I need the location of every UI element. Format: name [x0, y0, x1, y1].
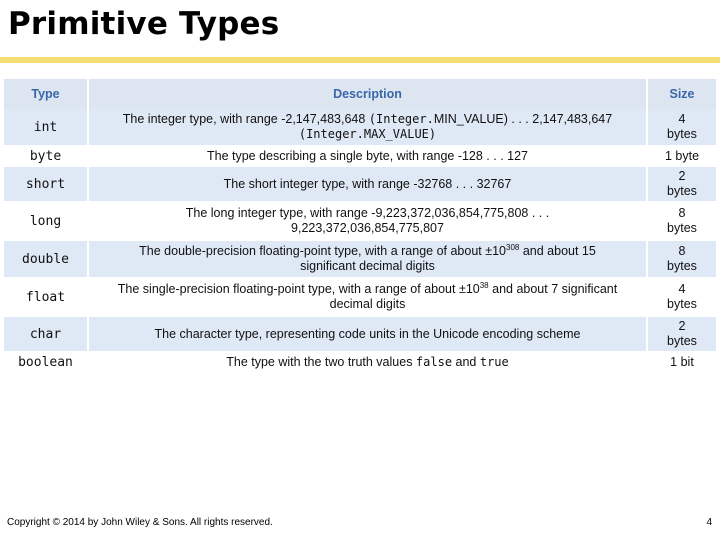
size-cell: 1 byte — [648, 147, 716, 167]
size-cell: 1 bit — [648, 353, 716, 373]
description-cell: The double-precision floating-point type, with a range of about $\pm 10^{308}$ and about 15 significant decimal digits — [89, 241, 646, 279]
size-cell: 8 bytes — [648, 203, 716, 241]
type-cell: int — [4, 109, 87, 147]
type-cell: short — [4, 167, 87, 203]
description-cell: The character type, representing code units in the Unicode encoding scheme — [89, 317, 646, 353]
header-description: Description — [89, 79, 646, 109]
table-row-char — [4, 317, 716, 353]
table-row-int — [4, 109, 716, 147]
table-row-boolean — [4, 353, 716, 373]
title-underline — [0, 57, 720, 63]
description-cell: The type with the two truth values false and true — [89, 353, 646, 373]
description-cell: The integer type, with range -2,147,483,648 (Integer.MIN_VALUE) . . . 2,147,483,647 (Integer.MAX_VALUE) — [89, 109, 646, 147]
primitive-types-table — [2, 79, 718, 373]
table-row-float — [4, 279, 716, 317]
type-cell: char — [4, 317, 87, 353]
header-type: Type — [4, 79, 87, 109]
size-cell: 4 bytes — [648, 279, 716, 317]
type-cell: boolean — [4, 353, 87, 373]
type-cell: byte — [4, 147, 87, 167]
description-cell: The single-precision floating-point type, with a range of about $\pm 10^{38}$ and about 7 significant decimal digits — [89, 279, 646, 317]
size-cell: 4 bytes — [648, 109, 716, 147]
table-row-short — [4, 167, 716, 203]
size-cell: 8 bytes — [648, 241, 716, 279]
copyright-footer: Copyright © 2014 by John Wiley & Sons. All rights reserved. — [7, 517, 273, 528]
type-cell: long — [4, 203, 87, 241]
page-number: 4 — [706, 517, 712, 528]
slide-title: Primitive Types — [8, 6, 280, 42]
type-cell: float — [4, 279, 87, 317]
size-cell: 2 bytes — [648, 167, 716, 203]
description-cell: The short integer type, with range -32768 . . . 32767 — [89, 167, 646, 203]
table-header-row — [4, 79, 716, 109]
description-cell: The long integer type, with range -9,223,372,036,854,775,808 . . . 9,223,372,036,854,775,807 — [89, 203, 646, 241]
size-cell: 2 bytes — [648, 317, 716, 353]
table-row-byte — [4, 147, 716, 167]
header-size: Size — [648, 79, 716, 109]
type-cell: double — [4, 241, 87, 279]
table-row-long — [4, 203, 716, 241]
table-row-double — [4, 241, 716, 279]
description-cell: The type describing a single byte, with range -128 . . . 127 — [89, 147, 646, 167]
